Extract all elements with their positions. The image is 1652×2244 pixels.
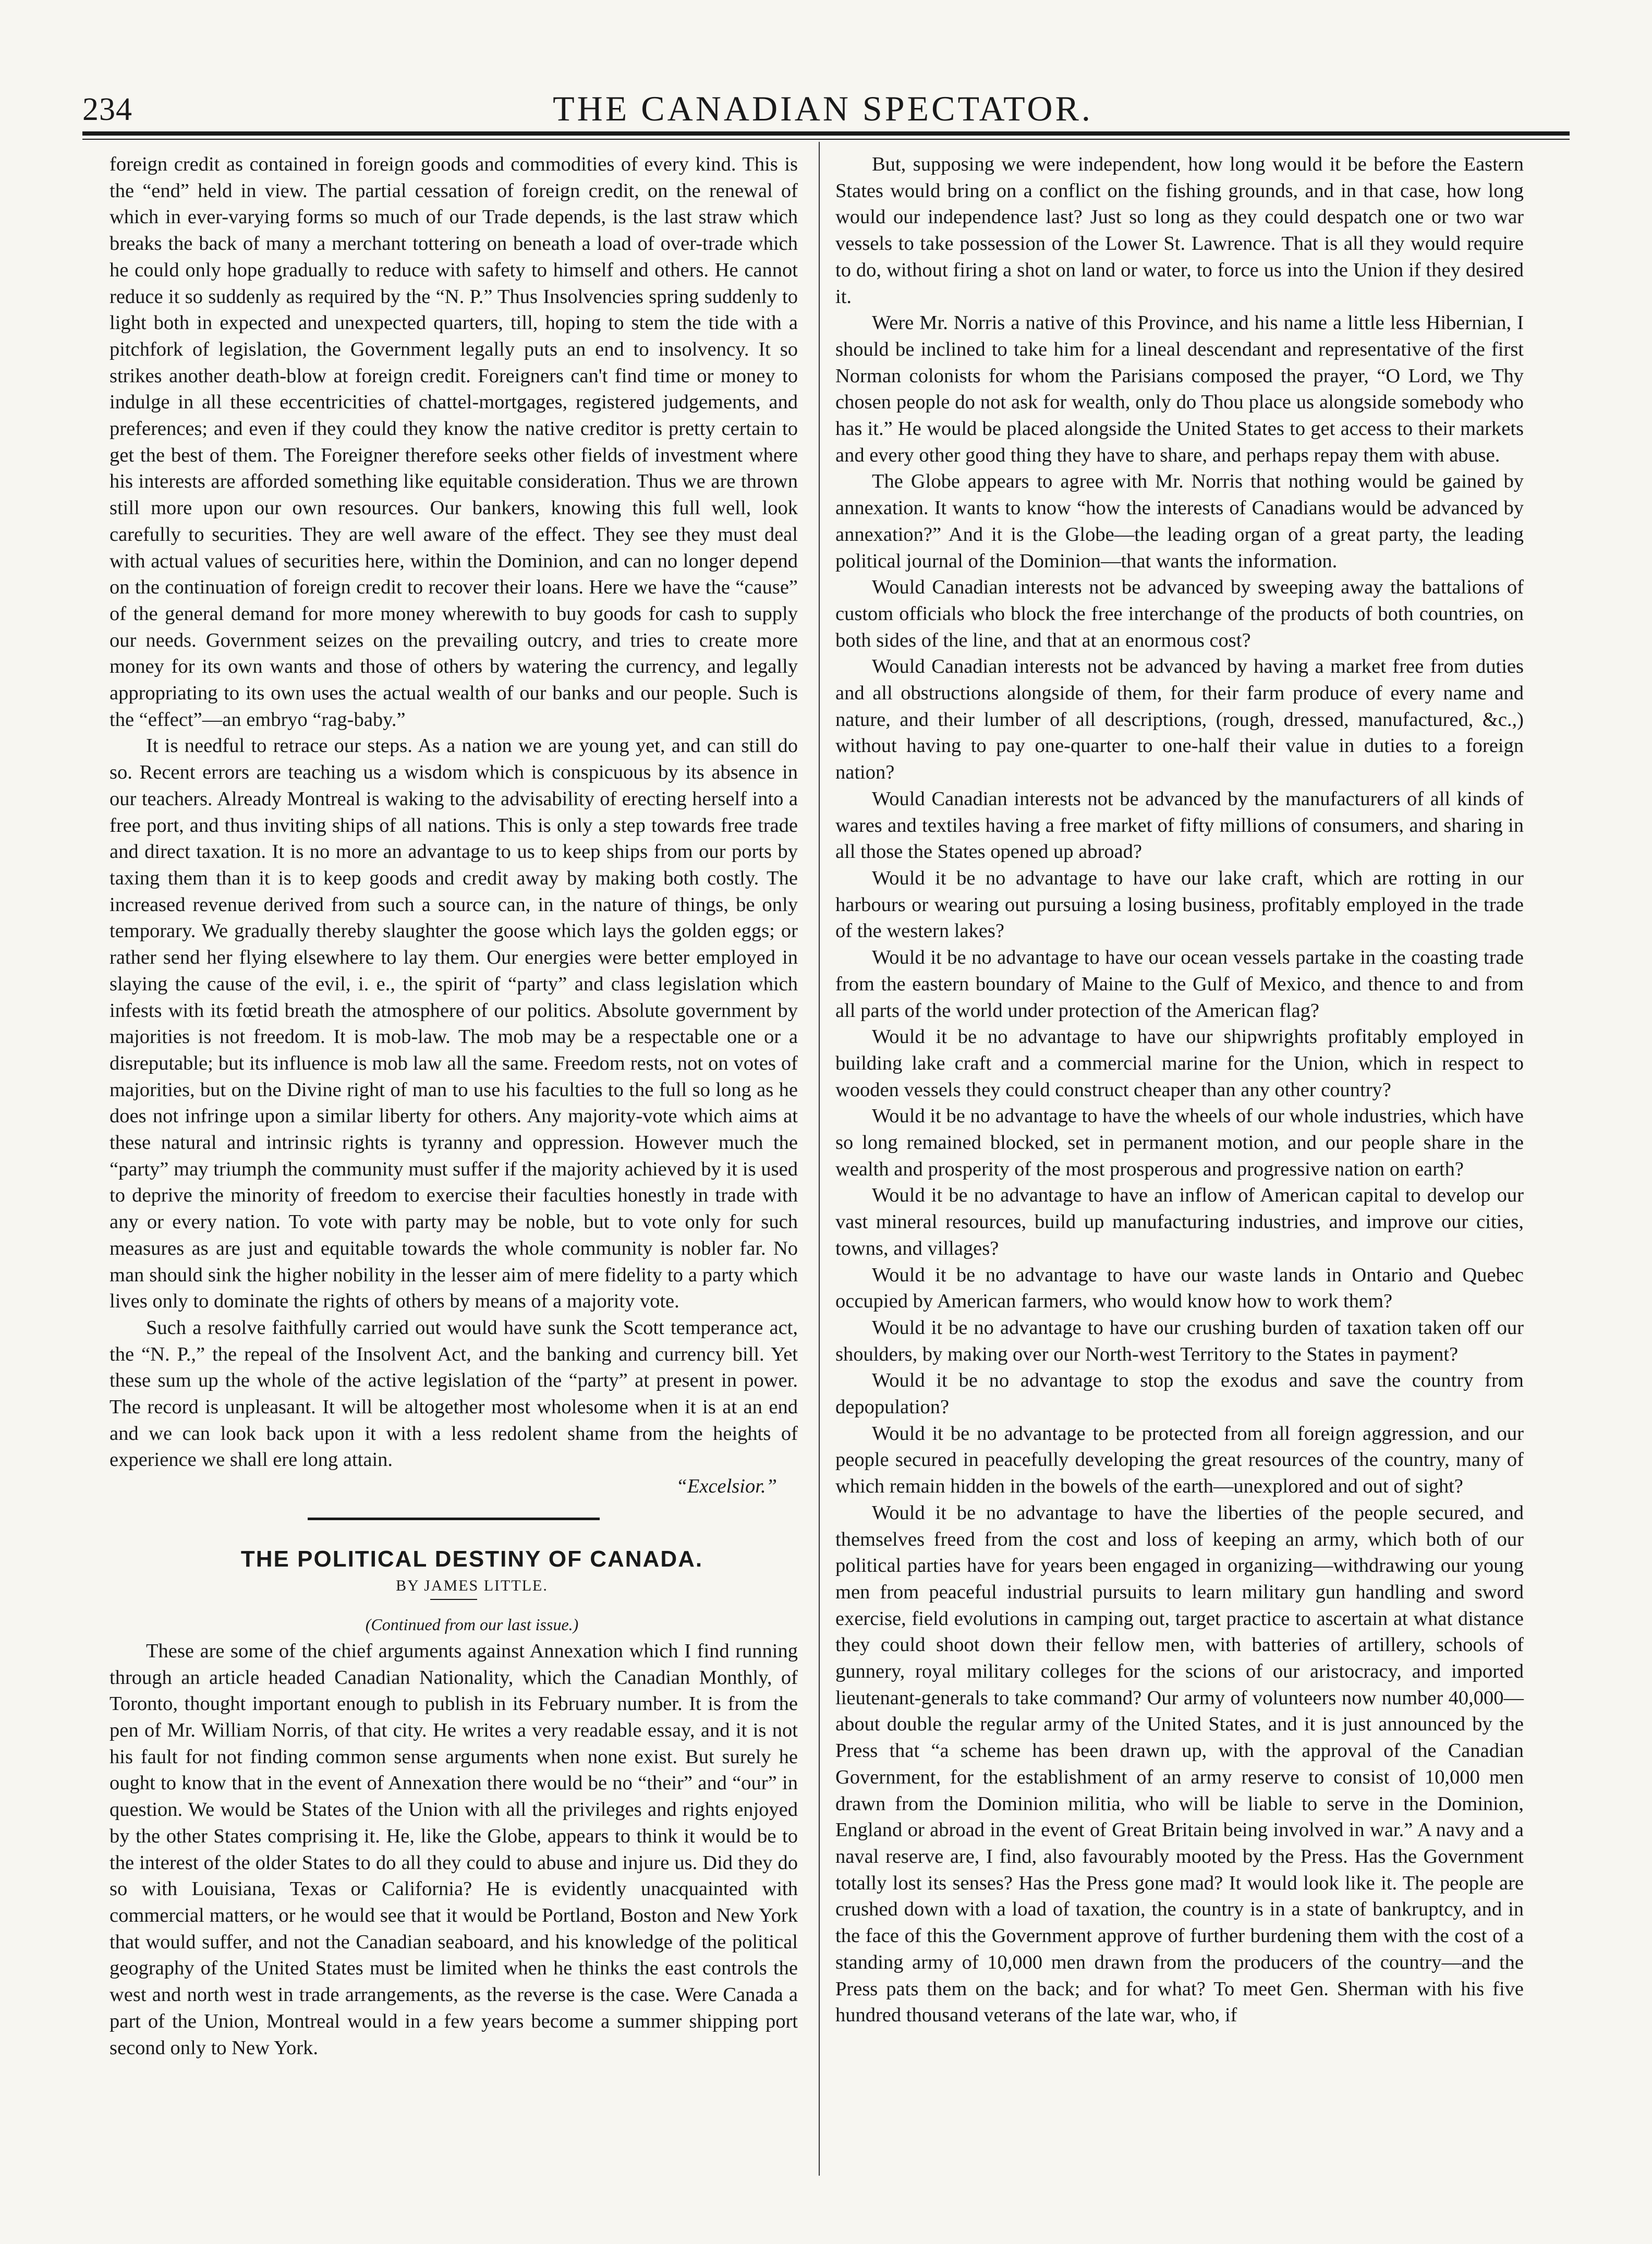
article-paragraph: Would it be no advantage to be protected from all foreign aggression, and our people secured in peacefully developing the great resources of the country, many of which remain hidden in the bowels of the earth—unexplored and out of sight? [835,1422,1524,1498]
page-number: 234 [82,92,132,127]
article-paragraph: Would it be no advantage to have our shipwrights profitably employed in building lake craft and a commercial marine for the Union, which in respect to wooden vessels they could construct cheaper than any other country? [835,1026,1524,1101]
article-paragraph: Would Canadian interests not be advanced by the manufacturers of all kinds of wares and textiles having a free market of fifty millions of consumers, and sharing in all those the States opened up abroad? [835,787,1524,863]
article-paragraph: The Globe appears to agree with Mr. Norris that nothing would be gained by annexation. It wants to know “how the interests of Canadians would be advanced by annexation?” And it is the Globe—the leading organ of a great party, the leading political journal of the Dominion—that wants the information. [835,470,1524,572]
right-column [835,151,1524,2029]
article-paragraph: But, supposing we were independent, how long would it be before the Eastern States would bring on a conflict on the fishing grounds, and in that case, how long would our independence last? Just so long as they could despatch one or two war vessels to take possession of the Lower St. Lawrence. That is all they would require to do, without firing a shot on land or water, to force us into the Union if they desired it. [835,153,1524,308]
article-paragraph: Would Canadian interests not be advanced by having a market free from duties and all obstructions alongside of them, for their farm produce of every name and nature, and their lumber of all descriptions, (rough, dressed, manufactured, &c.,) without having to pay one-quarter to one-half their value in duties to a foreign nation? [835,656,1524,784]
article-paragraph: Were Mr. Norris a native of this Province, and his name a little less Hibernian, I should be inclined to take him for a lineal descendant and representative of the first Norman colonists for whom the Parisians composed the prayer, “O Lord, we Thy chosen people do not ask for wealth, only do Thou place us alongside somebody who has it.” He would be placed alongside the United States to get access to their markets and every other good thing they have to share, and perhaps repay them with abuse. [835,312,1524,466]
article-paragraph: Would it be no advantage to have our ocean vessels partake in the coasting trade from the eastern boundary of Maine to the Gulf of Mexico, and thence to and from all parts of the world under protection of the American flag? [835,947,1524,1022]
header-rule-thick [82,131,1570,136]
article-paragraph: foreign credit as contained in foreign goods and commodities of every kind. This is the “end” held in view. The partial cessation of foreign credit, on the renewal of which in ever-varying forms so much of our Trade depends, is the last straw which breaks the back of many a merchant tottering on beneath a load of over-trade which he could only hope gradually to reduce with safety to himself and others. He cannot reduce it so suddenly as required by the “N. P.” Thus Insolvencies spring suddenly to light both in expected and unexpected quarters, till, hoping to stem the tide with a pitchfork of legislation, the Government legally puts an end to insolvency. It so strikes another death-blow at foreign credit. Foreigners can't find time or money to indulge in all these eccentricities of chattel-mortgages, registered judgements, and preferences; and even if they could they know the native creditor is pretty certain to get the best of them. The Foreigner therefore seeks other fields of investment where his interests are afforded something like equitable consideration. Thus we are thrown still more upon our own resources. Our bankers, knowing this full well, look carefully to securities. They are well aware of the effect. They see they must deal with actual values of securities here, within the Dominion, and can no longer depend on the continuation of foreign credit to recover their loans. Here we have the “cause” of the general demand for more money wherewith to buy goods for cash to supply our needs. Government seizes on the prevailing outcry, and tries to create more money for its own wants and those of others by watering the currency, and legally appropriating to its own uses the actual wealth of our banks and our people. Such is the “effect”—an embryo “rag-baby.” [110,153,798,731]
article-paragraph: These are some of the chief arguments against Annexation which I find running through an article headed Canadian Nationality, which the Canadian Monthly, of Toronto, thought important enough to publish in its February number. It is from the pen of Mr. William Norris, of that city. He writes a very readable essay, and it is not his fault for not finding common sense arguments when none exist. But surely he ought to know that in the event of Annexation there would be no “their” and “our” in question. We would be States of the Union with all the privileges and rights enjoyed by the other States comprising it. He, like the Globe, appears to think it would be to the interest of the older States to do all they could to abuse and injure us. Did they do so with Louisiana, Texas or California? He is evidently unacquainted with commercial matters, or he would see that it would be Portland, Boston and New York that would suffer, and not the Canadian seaboard, and his knowledge of the political geography of the United States must be limited when he thinks the east controls the west and north west in trade arrangements, as the reverse is the case. Were Canada a part of the Union, Montreal would in a few years become a summer shipping port second only to New York. [110,1640,798,2059]
signature: “Excelsior.” [676,1475,777,1498]
article-paragraph: Would it be no advantage to have the wheels of our whole industries, which have so long remained blocked, set in permanent motion, and our people share in the wealth and prosperity of the most prosperous and progressive nation on earth? [835,1105,1524,1180]
article-paragraph: It is needful to retrace our steps. As a nation we are young yet, and can still do so. Recent errors are teaching us a wisdom which is conspicuous by its absence in our teachers. Already Montreal is waking to the advisability of erecting herself into a free port, and thus inviting ships of all nations. This is only a step towards free trade and direct taxation. It is no more an advantage to us to keep ships from our ports by taxing them than it is to keep goods and credit away by making both costly. The increased revenue derived from such a source can, in the nature of things, be only temporary. We gradually thereby slaughter the goose which lays the golden eggs; or rather send her flying elsewhere to lay them. Our energies were better employed in slaying the cause of the evil, i. e., the spirit of “party” and class legislation which infests with its fœtid breath the atmosphere of our politics. Absolute government by majorities is not freedom. It is mob-law. The mob may be a respectable one or a disreputable; but its influence is mob law all the same. Freedom rests, not on votes of majorities, but on the Divine right of man to use his faculties to the full so long as he does not infringe upon a similar liberty for others. Any majority-vote which aims at these natural and intrinsic rights is tyranny and oppression. However much the “party” may triumph the community must suffer if the majority achieved by it is used to deprive the minority of freedom to exercise their faculties honestly in trade with any or every nation. To vote with party may be noble, but to vote only for such measures as are just and equitable towards the whole community is nobler far. No man should sink the higher nobility in the lesser aim of mere fidelity to a party which lives only to dominate the rights of others by means of a majority vote. [110,735,798,1313]
article-paragraph: Would it be no advantage to have our waste lands in Ontario and Quebec occupied by American farmers, who would know how to work them? [835,1264,1524,1313]
header-rule-thin [82,139,1570,140]
page-header [82,86,1563,138]
column-divider [819,142,820,2176]
article-paragraph: Would it be no advantage to stop the exodus and save the country from depopulation? [835,1369,1524,1418]
article-paragraph: Would it be no advantage to have our crushing burden of taxation taken off our shoulders, by making over our North-west Territory to the States in payment? [835,1316,1524,1365]
left-column [110,151,798,2061]
article-title: THE POLITICAL DESTINY OF CANADA. [240,1546,703,1572]
continued-note: (Continued from our last issue.) [365,1615,579,1634]
article-paragraph: Would it be no advantage to have an inflow of American capital to develop our vast mineral resources, build up manufacturing industries, and improve our cities, towns, and villages? [835,1184,1524,1259]
section-divider [308,1518,600,1520]
byline-rule [430,1599,477,1600]
article-paragraph: Would Canadian interests not be advanced by sweeping away the battalions of custom officials who block the free interchange of the products of both countries, on both sides of the line, and that at an enormous cost? [835,576,1524,651]
article-paragraph: Would it be no advantage to have the liberties of the people secured, and themselves freed from the cost and loss of keeping an army, which both of our political parties have for years been engaged in organizing—withdrawing our young men from peaceful industrial pursuits to learn military gun handling and sword exercise, field evolutions in camping out, target practice to ascertain at what distance they could shoot down their fellow men, with batteries of artillery, schools of gunnery, royal military colleges for the scions of our aristocracy, and imported lieutenant-generals to take command? Our army of volunteers now number 40,000—about double the regular army of the United States, and it is just announced by the Press that “a scheme has been drawn up, with the approval of the Canadian Government, for the establishment of an army reserve to consist of 10,000 men drawn from the Dominion militia, who will be liable to serve in the Dominion, England or abroad in the event of Great Britain being involved in war.” A navy and a naval reserve are, I find, also favourably mooted by the Press. Has the Government totally lost its senses? Has the Press gone mad? It would look like it. The people are crushed down with a load of taxation, the country is in a state of bankruptcy, and in the face of this the Government approve of further burdening them with the cost of a standing army of 10,000 men drawn from the producers of the country—and the Press pats them on the back; and for what? To meet Gen. Sherman with his five hundred thousand veterans of the late war, who, if [835,1501,1524,2027]
masthead-title: THE CANADIAN SPECTATOR. [553,89,1093,128]
byline: BY JAMES LITTLE. [396,1576,548,1594]
article-paragraph: Would it be no advantage to have our lake craft, which are rotting in our harbours or wearing out pursuing a losing business, profitably employed in the trade of the western lakes? [835,867,1524,942]
article-paragraph: Such a resolve faithfully carried out would have sunk the Scott temperance act, the “N. P.,” the repeal of the Insolvent Act, and the banking and currency bill. Yet these sum up the whole of the active legislation of the “party” at present in power. The record is unpleasant. It will be altogether most wholesome when it is at an end and we can look back upon it with a less redolent shame from the heights of experience we shall ere long attain. [110,1316,798,1471]
